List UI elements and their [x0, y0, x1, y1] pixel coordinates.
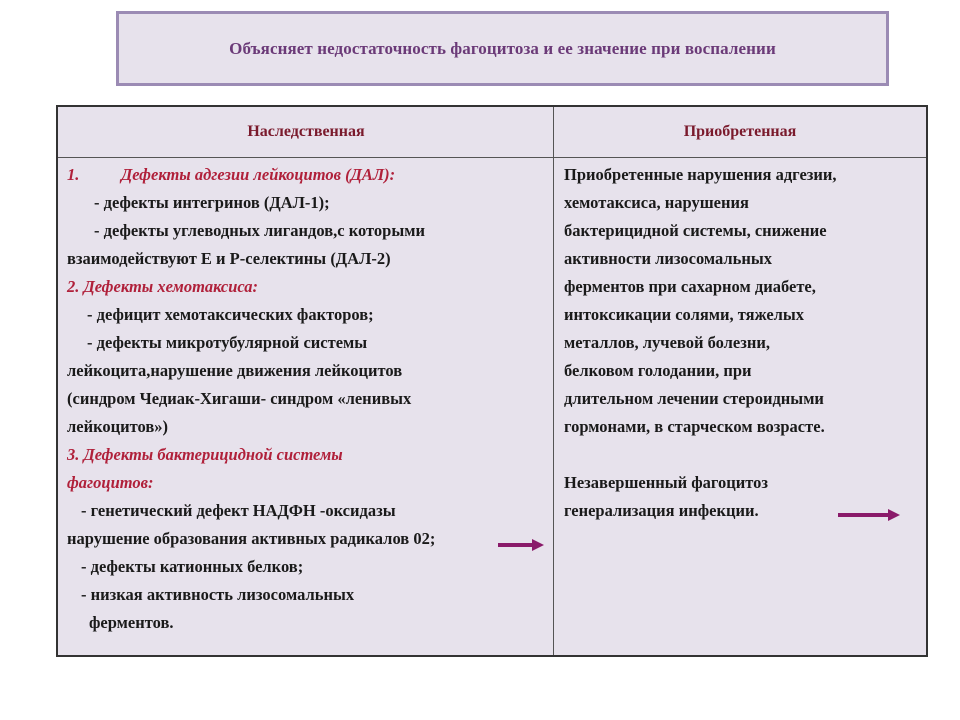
list-item: интоксикации солями, тяжелых — [564, 305, 805, 324]
column-divider — [553, 107, 554, 655]
list-item: взаимодействуют Е и Р-селектины (ДАЛ-2) — [67, 249, 391, 268]
heading-chemotaxis-defects: 2. Дефекты хемотаксиса: — [67, 277, 259, 296]
comparison-table — [56, 105, 928, 657]
arrow-right-icon — [496, 538, 546, 552]
hereditary-column — [67, 161, 547, 637]
header-hereditary: Наследственная — [247, 123, 365, 140]
header-divider — [58, 157, 926, 158]
list-item: - дефекты интегринов (ДАЛ-1); — [94, 193, 330, 212]
list-item: - дефекты катионных белков; — [81, 557, 304, 576]
list-item: Незавершенный фагоцитоз — [564, 473, 769, 492]
list-item: металлов, лучевой болезни, — [564, 333, 771, 352]
list-item: бактерицидной системы, снижение — [564, 221, 827, 240]
list-item: (синдром Чедиак-Хигаши- синдром «ленивых — [67, 389, 412, 408]
list-item: белковом голодании, при — [564, 361, 752, 380]
list-item: ферментов при сахарном диабете, — [564, 277, 816, 296]
list-item: Приобретенные нарушения адгезии, — [564, 165, 837, 184]
list-item: - дефекты микротубулярной системы — [87, 333, 368, 352]
list-item: - дефицит хемотаксических факторов; — [87, 305, 374, 324]
list-item: - дефекты углеводных лигандов,с которыми — [94, 221, 425, 240]
list-item: - низкая активность лизосомальных — [81, 585, 355, 604]
arrow-right-icon — [836, 508, 902, 522]
list-item: - генетический дефект НАДФН -оксидазы — [81, 501, 396, 520]
list-item: лейкоцитов») — [67, 417, 169, 436]
list-item: генерализация инфекции. — [564, 501, 759, 520]
list-item: активности лизосомальных — [564, 249, 773, 268]
list-item: ферментов. — [89, 613, 174, 632]
list-item: нарушение образования активных радикалов 02; — [67, 529, 436, 548]
list-item: гормонами, в старческом возрасте. — [564, 417, 825, 436]
title-banner — [116, 11, 889, 86]
list-item: длительном лечении стероидными — [564, 389, 824, 408]
header-acquired: Приобретенная — [683, 123, 797, 140]
acquired-column — [564, 161, 924, 525]
page-title: Объясняет недостаточность фагоцитоза и ее значение при воспалении — [229, 38, 776, 58]
list-item: лейкоцита,нарушение движения лейкоцитов — [67, 361, 403, 380]
heading-bactericidal-defects-cont: фагоцитов: — [67, 473, 154, 492]
heading-adhesion-defects: 1. Дефекты адгезии лейкоцитов (ДАЛ): — [67, 165, 396, 184]
list-item: хемотаксиса, нарушения — [564, 193, 749, 212]
heading-bactericidal-defects: 3. Дефекты бактерицидной системы — [67, 445, 343, 464]
